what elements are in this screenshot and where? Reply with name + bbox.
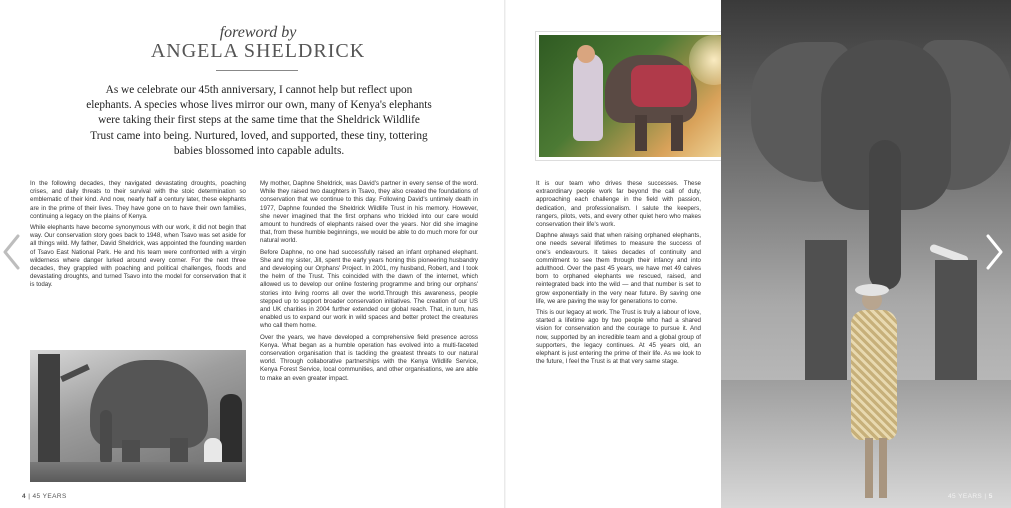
text-column-3 — [536, 180, 701, 369]
page-number: 4 — [22, 493, 27, 500]
elephant-and-girl-photo — [721, 0, 1011, 508]
footer-separator: | — [28, 493, 31, 500]
paragraph: My mother, Daphne Sheldrick, was David's partner in every sense of the word. While they raised two daughters in Tsavo, they also created the foundations of conservation that we continue to this day. Following David's untimely death in 1977, Daphne founded the Sheldrick Wildlife Trust in his memory. However, she never imagined that the first orphans who trickled into our care would amount to hundreds of elephants raised over the years. Nor did she imagine that, from these humble beginnings, we would be able to do much more for our natural world. — [260, 180, 478, 245]
photo-calf-leg — [671, 115, 683, 151]
title-divider — [216, 70, 298, 71]
foreword-label: foreword by — [219, 24, 297, 41]
photo-girl-leg — [865, 438, 873, 498]
paragraph: It is our team who drives these successes. These extraordinary people work far beyond the call of duty, approaching each challenge in the field with passion, dedication, and professionalism. I salute the keepers, rangers, pilots, vets, and every other quiet hero who makes conservation their life's work. — [536, 180, 701, 229]
photo-elephant-leg — [805, 240, 847, 390]
photo-girl-leg — [879, 438, 887, 498]
photo-girl-hat — [855, 284, 889, 296]
next-page-button[interactable] — [984, 234, 1004, 270]
photo-woman-head — [577, 45, 595, 63]
chevron-right-icon — [984, 234, 1004, 270]
page-footer-right — [948, 493, 993, 500]
previous-page-button[interactable] — [2, 234, 22, 270]
author-name: ANGELA SHELDRICK — [150, 40, 366, 62]
chevron-left-icon — [2, 234, 22, 270]
photo-elephant-trunk — [869, 140, 901, 290]
calf-embrace-photo — [536, 32, 742, 160]
historic-elephant-photo — [30, 350, 246, 482]
paragraph: This is our legacy at work. The Trust is truly a labour of love, started a lifetime ago by two people who had a shared vision for conservation and the courage to pursue it. And now, supported by an incredible team and a global group of supporters, the legacy continues. At 45 years old, an elephant is just entering the prime of their life. As we look to the future, I feel the Trust is at that very same stage. — [536, 309, 701, 366]
paragraph: Over the years, we have developed a comprehensive field presence across Kenya. What began as a humble operation has evolved into a multi-faceted conservation organisation that is tackling the greatest threats to our natural world. Through collaborative partnerships with the Kenya Wildlife Service, Kenya Forest Service, local communities, and other organisations, we are able to make an even greater impact. — [260, 333, 478, 382]
photo-branch — [60, 364, 90, 382]
paragraph: Daphne always said that when raising orphaned elephants, one needs several lifetimes to measure the success of one's endeavours. It takes decades of continuity and commitment to see them through their infancy and into adulthood. Over the past 45 years, we have met 49 calves born to orphaned elephants we rescued, raised, and reintegrated back into the wild — and that number is set to grow exponentially in the very near future. By saving one life, we are paving the way for generations to come. — [536, 232, 701, 305]
photo-woman — [573, 53, 603, 141]
paragraph: Before Daphne, no one had successfully raised an infant orphaned elephant. She and my sister, Jill, spent the early years honing this pioneering husbandry and developing our Orphans' Project. In 2001, my husband, Robert, and I took the helm of the Trust. This coincided with the dawn of the internet, which allowed us to develop our online fostering programme and bring our orphans' stories into living rooms all over the world.Through this awareness, people stepped up to support broader conservation initiatives. The creation of our US and UK charities in 2004 further extended our global reach. That, in turn, has enabled us to expand our work in wild spaces and better protect the creatures who call them home. — [260, 248, 478, 330]
left-page — [0, 0, 505, 508]
text-column-2 — [260, 180, 478, 386]
footer-separator: | — [984, 493, 987, 500]
photo-elephant-trunk — [100, 410, 112, 465]
intro-paragraph: As we celebrate our 45th anniversary, I cannot help but reflect upon elephants. A species whose lives mirror our own, many of Kenya's elephants were taking their first steps at the same time that the Sheldrick Wildlife Trust came into being. Nurtured, loved, and supported, these tiny, tottering babies blossomed into capable adults. — [86, 84, 432, 157]
paragraph: While elephants have become synonymous with our work, it did not begin that way. Our conservation story goes back to 1948, when Tsavo was set aside for all things wild. My father, David Sheldrick, was appointed the founding warden of Tsavo East National Park. He and his team were confronted with a virgin wilderness where danger lurked around every corner. For the next three decades, they grappled with poaching and political challenges, floods and devastating droughts, and turned Tsavo into the model for conservation that it is today. — [30, 224, 246, 289]
page-number: 5 — [988, 493, 993, 500]
footer-label: 45 YEARS — [948, 493, 983, 500]
paragraph: In the following decades, they navigated devastating droughts, poaching crises, and daily threats to their survival with the stoic determination so emblematic of their kind. And now, nearly half a century later, these elephants are in the prime of their lives. They have gone on to have their own families, continuing a legacy on the plains of Kenya. — [30, 180, 246, 220]
footer-label: 45 YEARS — [32, 493, 67, 500]
photo-girl-dress — [851, 310, 897, 440]
photo-grass — [30, 462, 246, 482]
text-column-1 — [30, 180, 246, 293]
photo-calf-leg — [635, 115, 647, 151]
photo-blanket — [631, 65, 691, 107]
photo-elephant-leg — [935, 260, 977, 390]
page-footer-left — [22, 493, 67, 500]
